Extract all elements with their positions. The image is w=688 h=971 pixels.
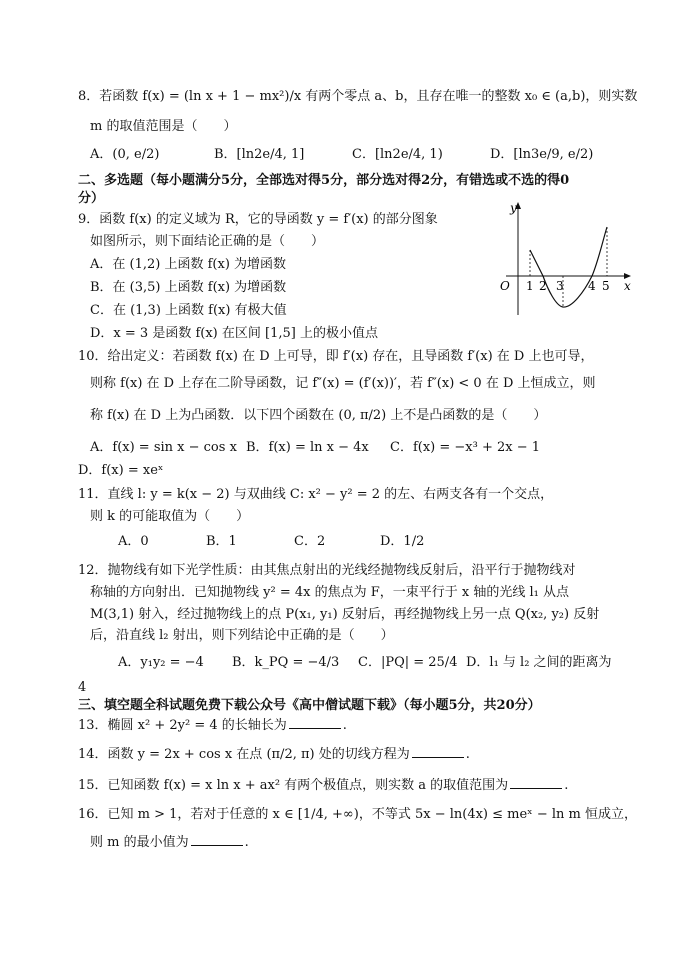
q10-line3: 称 f(x) 在 D 上为凸函数．以下四个函数在 (0, π/2) 上不是凸函数的是（ ） (90, 408, 547, 423)
q12-line4: 后，沿直线 l₂ 射出，则下列结论中正确的是（ ） (90, 628, 394, 643)
q12-option-c: C．|PQ| = 25/4 (358, 655, 458, 670)
section3-heading: 三、填空题全科试题免费下载公众号《高中僧试题下载》（每小题5分，共20分） (78, 698, 541, 713)
section2-heading-line1: 二、多选题（每小题满分5分，全部选对得5分，部分选对得2分，有错选或不选的得0 (78, 173, 570, 188)
derivative-curve (530, 227, 607, 307)
q9-option-d: D．x = 3 是函数 f(x) 在区间 [1,5] 上的极小值点 (90, 326, 378, 341)
q16-line1: 16．已知 m > 1，若对于任意的 x ∈ [1/4, +∞)，不等式 5x − ln(4x) ≤ meˣ − ln m 恒成立， (78, 807, 637, 822)
q8-line2: m 的取值范围是（ ） (90, 119, 237, 134)
q9-line2: 如图所示，则下面结论正确的是（ ） (90, 234, 325, 249)
q14 (78, 745, 470, 764)
q16-text: 则 m 的最小值为 (90, 835, 189, 850)
q12-option-d: D．l₁ 与 l₂ 之间的距离为 (466, 655, 612, 670)
q13-answer-blank[interactable] (289, 716, 341, 729)
q12-line1: 12．抛物线有如下光学性质：由其焦点射出的光线经抛物线反射后，沿平行于抛物线对 (78, 563, 576, 578)
graph-y-label: y (510, 201, 517, 215)
q12-option-a: A．y₁y₂ = −4 (118, 655, 204, 670)
q12-option-b: B．k_PQ = −4/3 (232, 655, 340, 670)
q8-line1: 8．若函数 f(x) = (ln x + 1 − mx²)/x 有两个零点 a、b，且存在唯一的整数 x₀ ∈ (a,b)，则实数 (78, 89, 638, 104)
graph-origin-label: O (500, 279, 510, 293)
q9-line1: 9．函数 f(x) 的定义域为 R，它的导函数 y = f′(x) 的部分图象 (78, 212, 438, 227)
graph-tick-4: 4 (588, 279, 596, 293)
q15 (78, 776, 568, 795)
q8-option-d: D．[ln3e/9, e/2) (490, 147, 594, 162)
q13-end: . (342, 718, 347, 733)
q12-line3: M(3,1) 射入，经过抛物线上的点 P(x₁, y₁) 反射后，再经抛物线上另一点 Q(x₂, y₂) 反射 (90, 607, 600, 622)
graph-tick-5: 5 (602, 279, 610, 293)
q9-option-c: C．在 (1,3) 上函数 f(x) 有极大值 (90, 303, 287, 318)
q8-option-b: B．[ln2e/4, 1] (214, 147, 305, 162)
q15-text: 15．已知函数 f(x) = x ln x + ax² 有两个极值点，则实数 a 的取值范围为 (78, 778, 509, 793)
q9-option-a: A．在 (1,2) 上函数 f(x) 为增函数 (90, 257, 287, 272)
q11-option-c: C．2 (294, 534, 326, 549)
graph-tick-2: 2 (539, 279, 547, 293)
q16-line2 (90, 833, 249, 852)
q11-option-d: D．1/2 (380, 534, 425, 549)
q12-line2: 称轴的方向射出．已知抛物线 y² = 4x 的焦点为 F，一束平行于 x 轴的光线 l₁ 从点 (90, 585, 569, 600)
q15-end: . (564, 778, 569, 793)
q15-answer-blank[interactable] (510, 776, 562, 789)
q10-line2: 则称 f(x) 在 D 上存在二阶导函数，记 f″(x) = (f′(x))′，若 f″(x) < 0 在 D 上恒成立，则 (90, 376, 596, 391)
q14-text: 14．函数 y = 2x + cos x 在点 (π/2, π) 处的切线方程为 (78, 747, 410, 762)
q10-option-c: C．f(x) = −x³ + 2x − 1 (390, 440, 541, 455)
q10-option-b: B．f(x) = ln x − 4x (246, 440, 369, 455)
q12-overflow: 4 (78, 680, 87, 695)
q13 (78, 716, 347, 735)
q11-line1: 11．直线 l: y = k(x − 2) 与双曲线 C: x² − y² = 2 的左、右两支各有一个交点， (78, 487, 554, 502)
q11-option-a: A．0 (118, 534, 149, 549)
section2-heading-line2: 分） (78, 191, 105, 206)
q16-end: . (244, 835, 249, 850)
q9-option-b: B．在 (3,5) 上函数 f(x) 为增函数 (90, 280, 287, 295)
q10-option-a: A．f(x) = sin x − cos x (90, 440, 237, 455)
q8-option-c: C．[ln2e/4, 1) (352, 147, 443, 162)
q11-option-b: B．1 (206, 534, 237, 549)
graph-tick-3: 3 (556, 279, 564, 293)
derivative-graph (490, 200, 632, 318)
q10-option-d: D．f(x) = xeˣ (78, 463, 164, 478)
q16-answer-blank[interactable] (191, 833, 243, 846)
q13-text: 13．椭圆 x² + 2y² = 4 的长轴长为 (78, 718, 287, 733)
q14-answer-blank[interactable] (412, 745, 464, 758)
q11-line2: 则 k 的可能取值为（ ） (90, 509, 250, 524)
q8-option-a: A．(0, e/2) (90, 147, 160, 162)
q14-end: . (465, 747, 470, 762)
graph-x-label: x (624, 279, 631, 293)
graph-tick-1: 1 (526, 279, 534, 293)
q10-line1: 10．给出定义：若函数 f(x) 在 D 上可导，即 f′(x) 存在，且导函数 f′(x) 在 D 上也可导， (78, 349, 594, 364)
